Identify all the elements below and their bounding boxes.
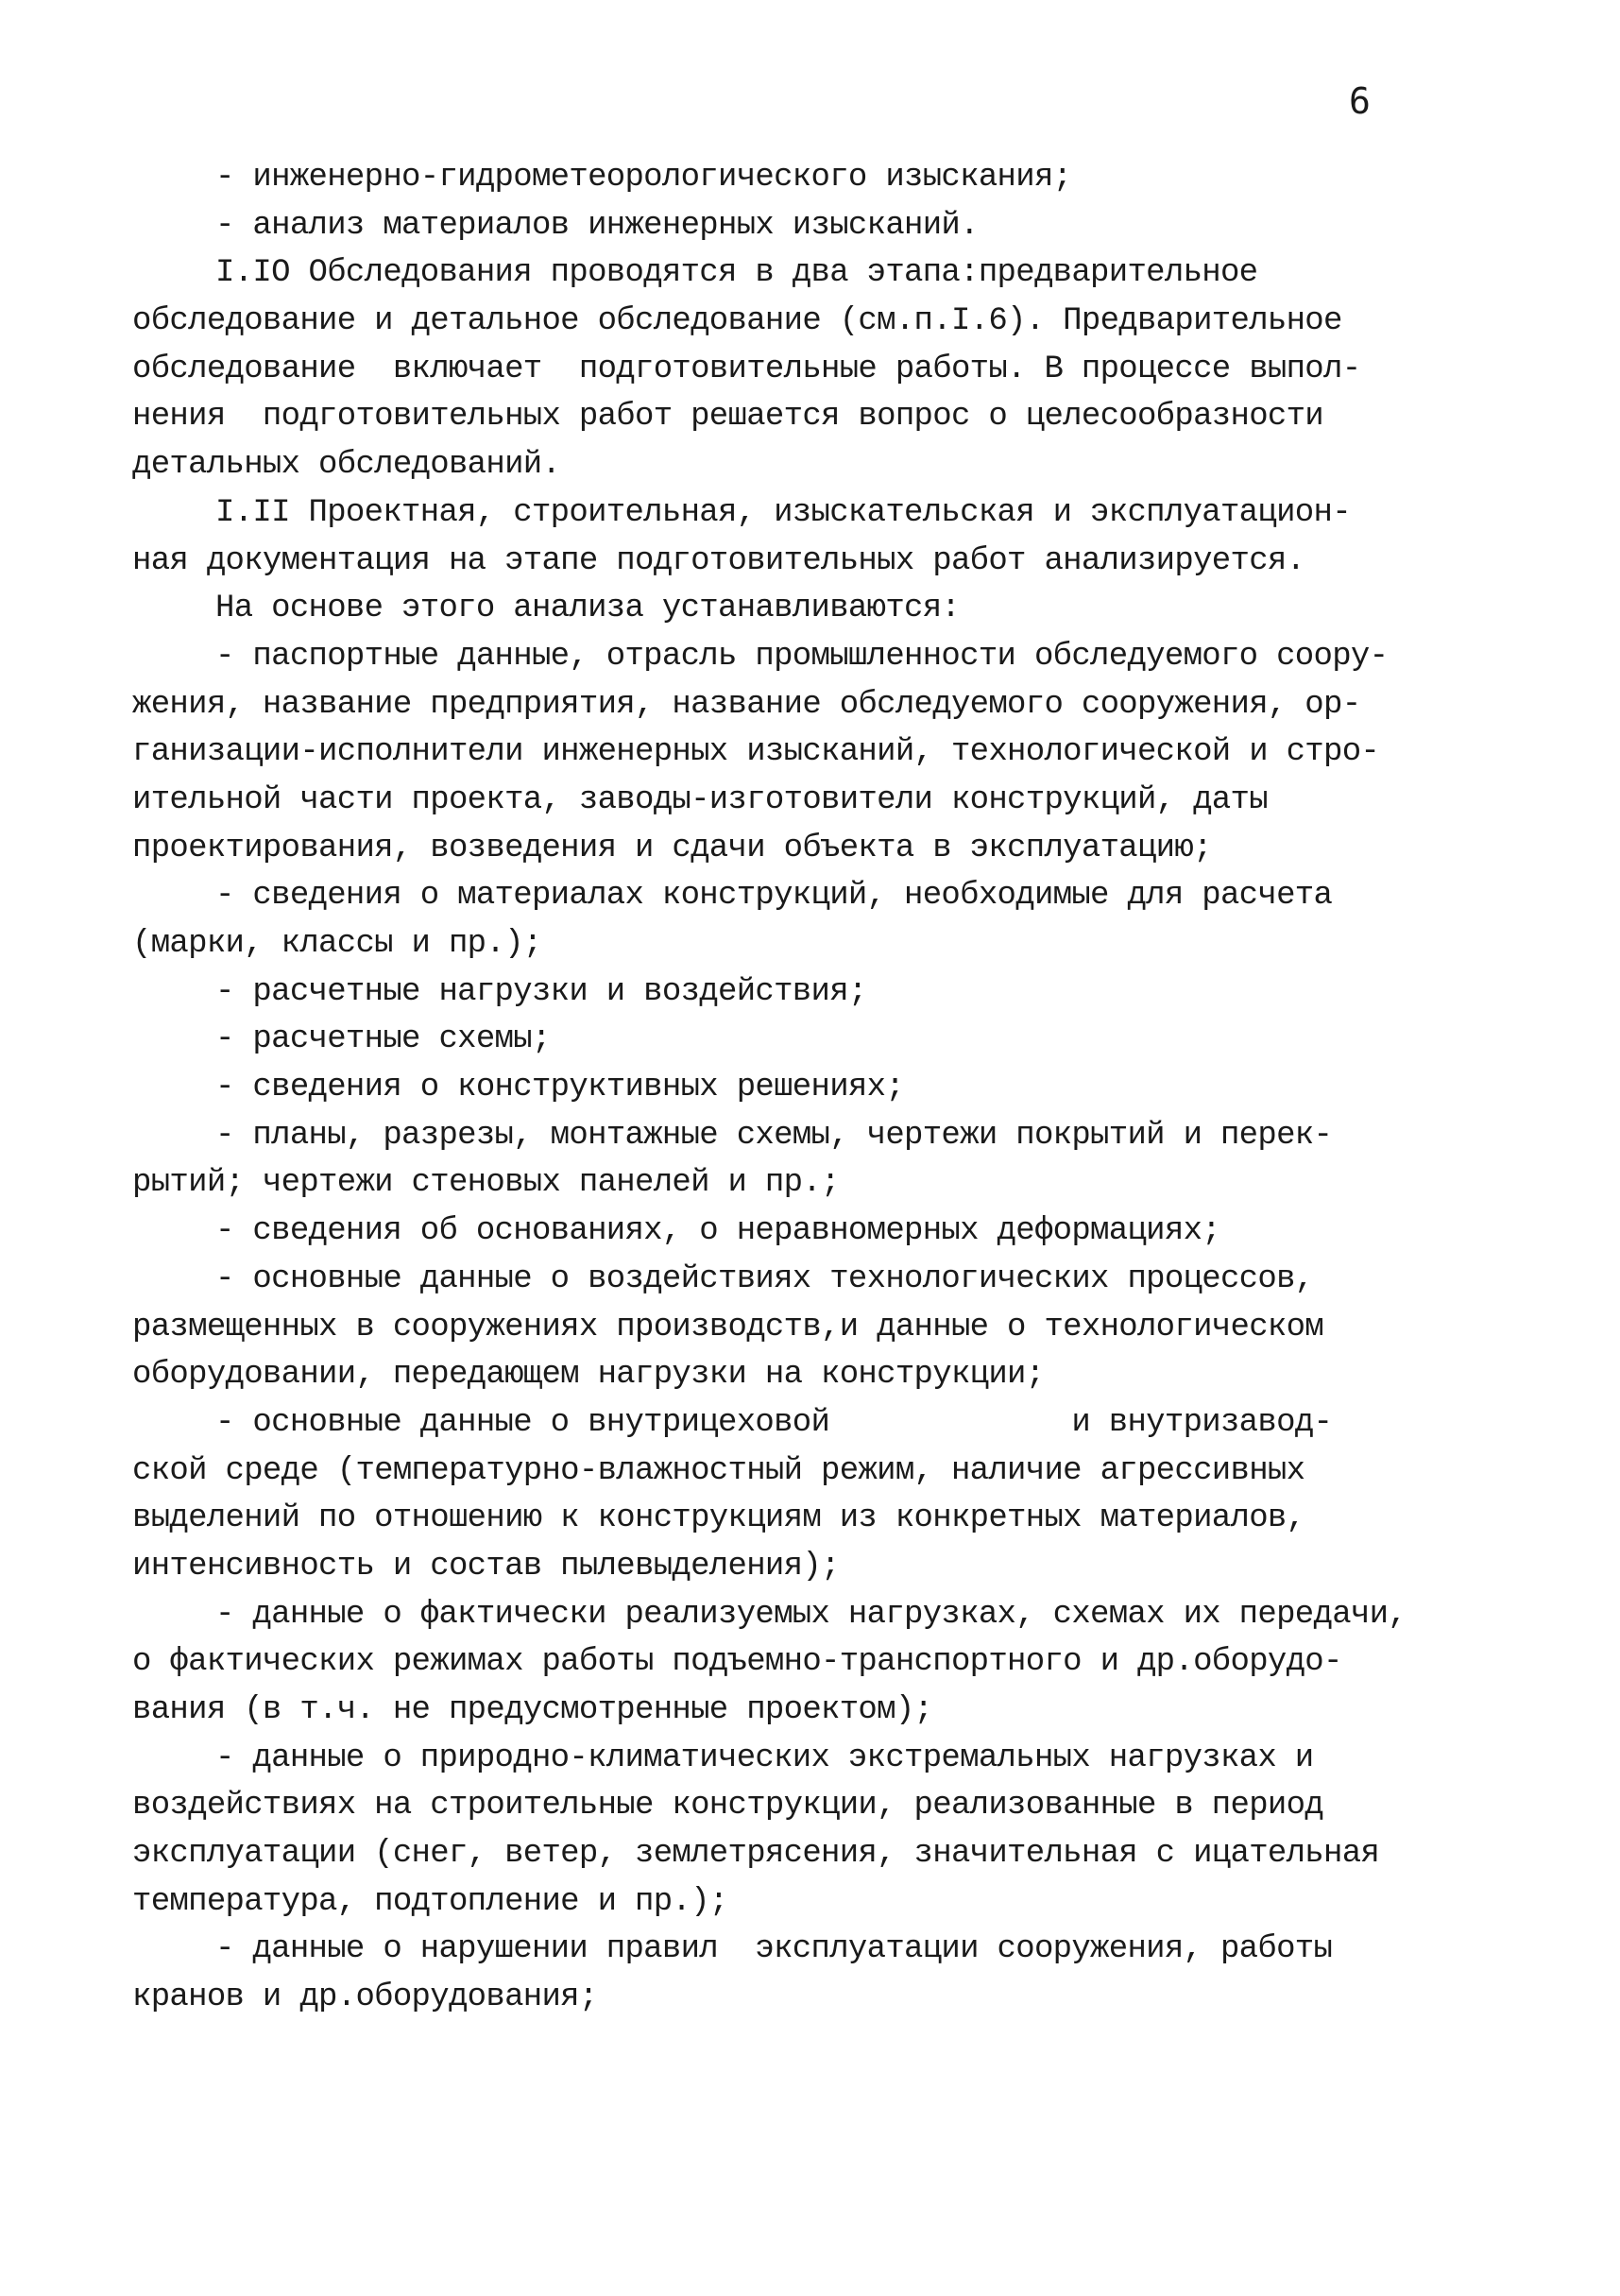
text-line: эксплуатации (снег, ветер, землетрясения, значительная с ицательная (132, 1836, 1380, 1873)
text-line: ная документация на этапе подготовительных работ анализируется. (132, 542, 1305, 579)
text-line: о фактических режимах работы подъемно-транспортного и др.оборудо- (132, 1644, 1342, 1681)
text-line: размещенных в сооружениях производств,и данные о технологическом (132, 1309, 1324, 1345)
text-line: интенсивность и состав пылевыделения); (132, 1548, 840, 1585)
document-body (132, 154, 1511, 2022)
text-line: выделений по отношению к конструкциям из конкретных материалов, (132, 1500, 1305, 1537)
text-line: (марки, классы и пр.); (132, 926, 542, 962)
text-line: проектирования, возведения и сдачи объекта в эксплуатацию; (132, 830, 1212, 866)
text-line: - сведения об основаниях, о неравномерных деформациях; (215, 1213, 1220, 1250)
text-line: - расчетные нагрузки и воздействия; (215, 973, 867, 1010)
text-line: нения подготовительных работ решается вопрос о целесообразности (132, 399, 1324, 436)
text-line: - основные данные о воздействиях технологических процессов, (215, 1260, 1314, 1297)
text-line: ганизации-исполнители инженерных изысканий, технологической и стро- (132, 734, 1380, 771)
text-line: - основные данные о внутрицеховой и внутризавод- (215, 1404, 1333, 1441)
text-line: - планы, разрезы, монтажные схемы, чертежи покрытий и перек- (215, 1117, 1333, 1154)
text-line: ительной части проекта, заводы-изготовители конструкций, даты (132, 781, 1268, 818)
text-line: вания (в т.ч. не предусмотренные проектом); (132, 1692, 933, 1728)
text-line: температура, подтопление и пр.); (132, 1883, 728, 1920)
text-line: оборудовании, передающем нагрузки на конструкции; (132, 1357, 1045, 1394)
page-number: 6 (1349, 80, 1371, 122)
text-line: I.IO Обследования проводятся в два этапа:предварительное (215, 255, 1258, 292)
text-line: кранов и др.оборудования; (132, 1979, 598, 2016)
text-line: жения, название предприятия, название обследуемого сооружения, ор- (132, 686, 1361, 723)
text-line: - инженерно-гидрометеорологического изыскания; (215, 160, 1072, 196)
text-line: рытий; чертежи стеновых панелей и пр.; (132, 1165, 840, 1202)
text-line: - сведения о конструктивных решениях; (215, 1070, 905, 1106)
text-line: воздействиях на строительные конструкции, реализованные в период (132, 1788, 1324, 1825)
text-line: - данные о природно-климатических экстремальных нагрузках и (215, 1739, 1314, 1776)
text-line: - расчетные схемы; (215, 1021, 551, 1058)
text-line: обследование и детальное обследование (см.п.I.6). Предварительное (132, 303, 1342, 340)
text-line: - данные о нарушении правил эксплуатации сооружения, работы (215, 1931, 1333, 1968)
text-line: На основе этого анализа устанавливаются: (215, 591, 961, 627)
text-line: обследование включает подготовительные работы. В процессе выпол- (132, 351, 1361, 387)
text-line: детальных обследований. (132, 447, 561, 484)
text-line: - сведения о материалах конструкций, необходимые для расчета (215, 878, 1333, 915)
text-line: - анализ материалов инженерных изысканий. (215, 207, 979, 244)
text-line: I.II Проектная, строительная, изыскательская и эксплуатацион- (215, 494, 1351, 531)
text-line: - паспортные данные, отрасль промышленности обследуемого соору- (215, 638, 1389, 675)
text-line: - данные о фактически реализуемых нагрузках, схемах их передачи, (215, 1596, 1407, 1633)
text-line: ской среде (температурно-влажностный режим, наличие агрессивных (132, 1452, 1305, 1489)
